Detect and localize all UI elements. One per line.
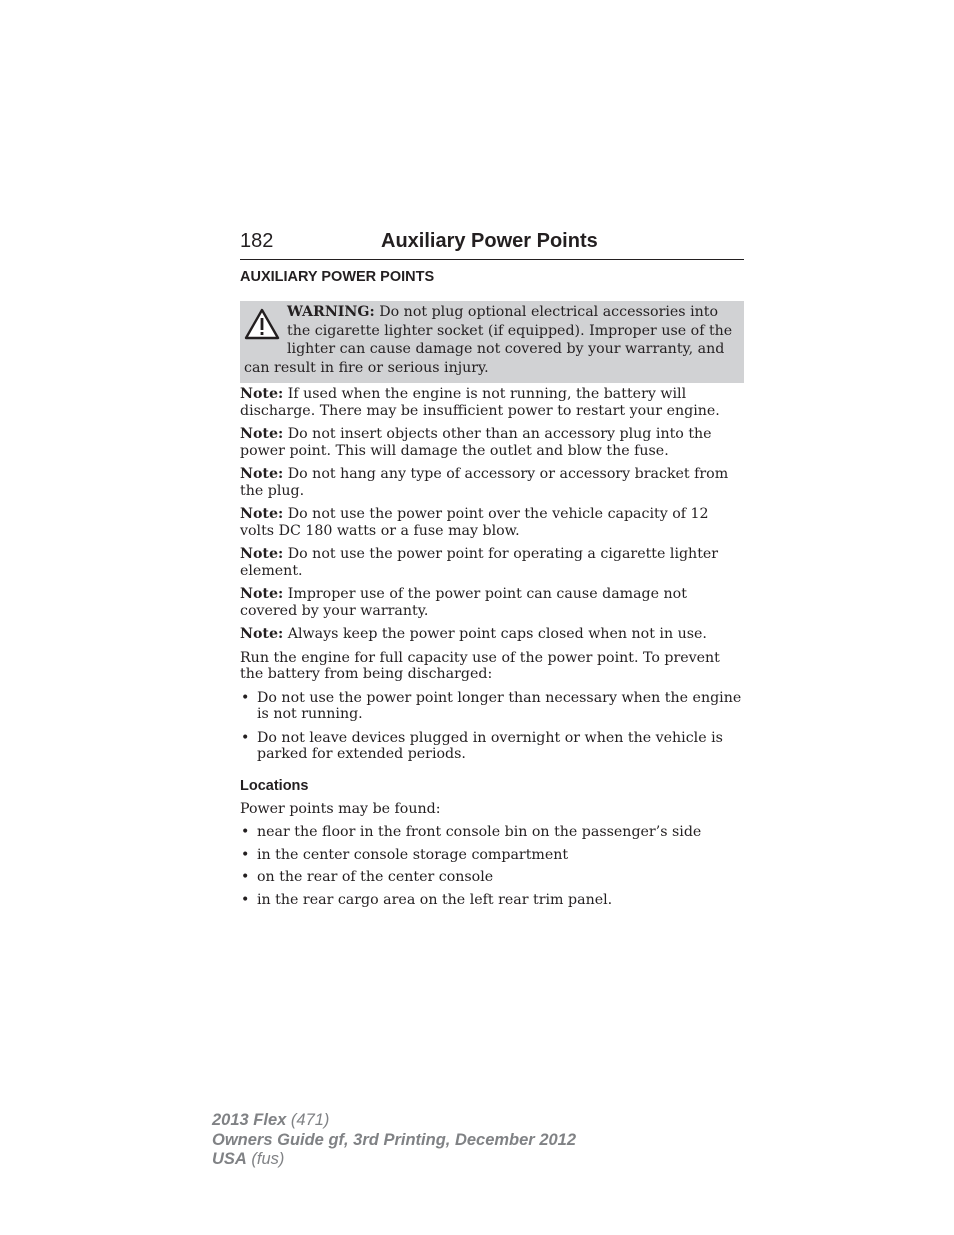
note-label: Note: — [240, 426, 284, 442]
footer-guide-info: Owners Guide gf, 3rd Printing, December 2012 — [212, 1130, 577, 1149]
note-text: Improper use of the power point can cause damage not covered by your warranty. — [240, 586, 687, 619]
footer — [212, 1111, 576, 1170]
list-item: • near the floor in the front console bin on the passenger’s side — [240, 824, 744, 841]
note-label: Note: — [240, 466, 284, 482]
locations-bullet-list — [240, 824, 744, 908]
warning-triangle-icon — [243, 307, 281, 341]
footer-market-code: (fus) — [246, 1150, 285, 1168]
note — [240, 626, 744, 643]
note-label: Note: — [240, 506, 284, 522]
section-heading: AUXILIARY POWER POINTS — [240, 269, 435, 285]
note-text: Do not hang any type of accessory or accessory bracket from the plug. — [240, 466, 729, 499]
note — [240, 546, 744, 579]
footer-market: USA — [212, 1150, 247, 1168]
content — [240, 386, 744, 914]
discharge-bullet-list — [240, 690, 744, 763]
warning-text: Do not plug optional electrical accessories into the cigarette lighter socket (if equipped). Improper use of the lighter can cause damage not covered by your warranty, and can result in fire or serious injury. — [244, 304, 733, 376]
note — [240, 466, 744, 499]
page-number: 182 — [240, 230, 274, 252]
footer-model: 2013 Flex — [212, 1111, 287, 1129]
note — [240, 426, 744, 459]
locations-intro: Power points may be found: — [240, 800, 441, 817]
list-item: • on the rear of the center console — [240, 869, 744, 886]
list-item: • in the center console storage compartment — [240, 847, 744, 864]
footer-line — [212, 1111, 576, 1131]
chapter-title: Auxiliary Power Points — [381, 230, 598, 252]
note — [240, 506, 744, 539]
note-label: Note: — [240, 586, 284, 602]
note-label: Note: — [240, 626, 284, 642]
list-item: • Do not use the power point longer than necessary when the engine is not running. — [240, 690, 744, 723]
note — [240, 586, 744, 619]
note-text: Do not use the power point over the vehicle capacity of 12 volts DC 180 watts or a fuse may blow. — [240, 506, 709, 539]
locations-heading: Locations — [240, 777, 309, 794]
note — [240, 386, 744, 419]
note-text: If used when the engine is not running, the battery will discharge. There may be insufficient power to restart your engine. — [240, 386, 720, 419]
note-label: Note: — [240, 546, 284, 562]
run-engine-paragraph: Run the engine for full capacity use of the power point. To prevent the battery from being discharged: — [240, 649, 720, 682]
note-label: Note: — [240, 386, 284, 402]
note-text: Do not insert objects other than an accessory plug into the power point. This will damage the outlet and blow the fuse. — [240, 426, 712, 459]
warning-label: WARNING: — [287, 304, 375, 320]
note-text: Always keep the power point caps closed when not in use. — [283, 626, 707, 642]
note-text: Do not use the power point for operating a cigarette lighter element. — [240, 546, 719, 579]
footer-line — [212, 1150, 576, 1170]
list-item: • in the rear cargo area on the left rear trim panel. — [240, 892, 744, 909]
footer-model-code: (471) — [286, 1111, 330, 1129]
warning-box — [240, 301, 744, 383]
page-header — [240, 228, 744, 260]
list-item: • Do not leave devices plugged in overnight or when the vehicle is parked for extended periods. — [240, 730, 744, 763]
